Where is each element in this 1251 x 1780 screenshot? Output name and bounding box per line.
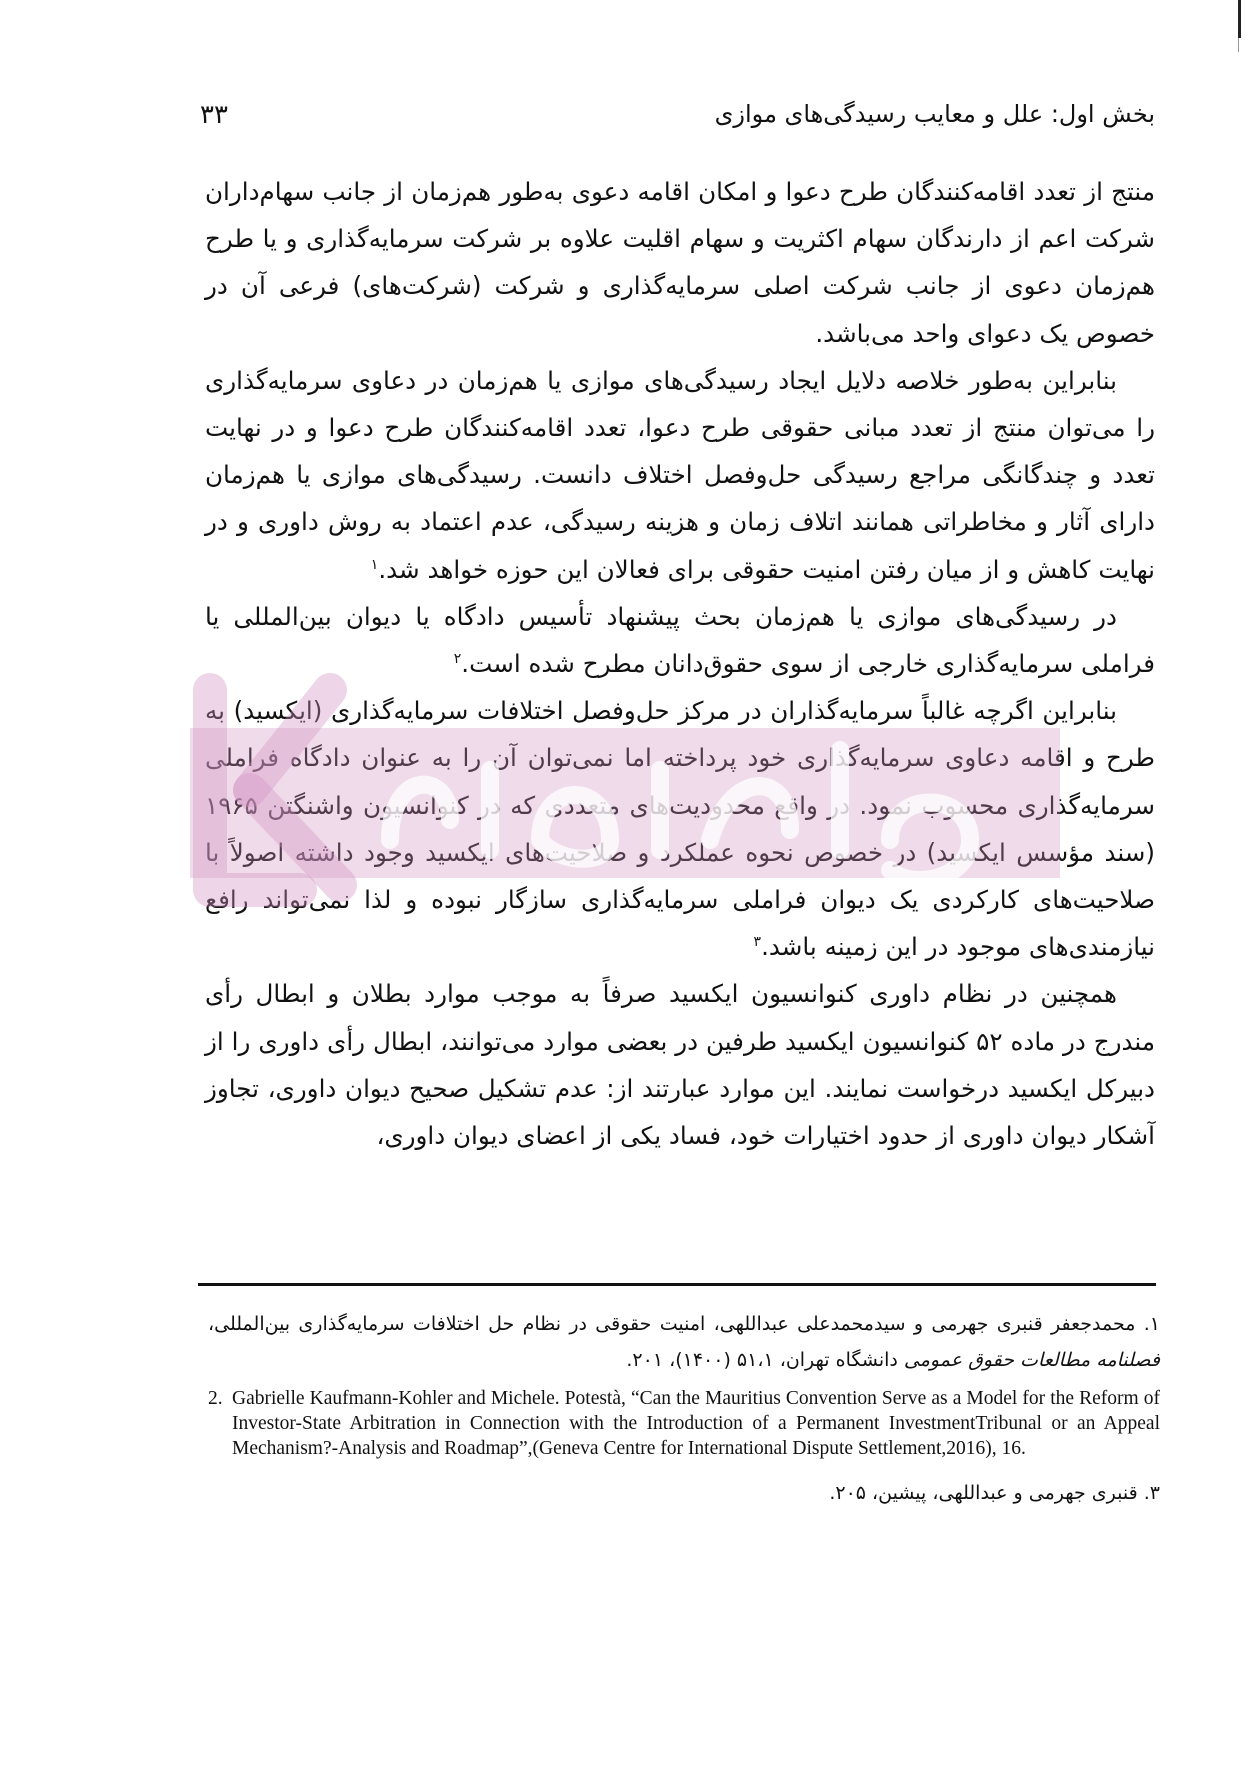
footnote-ref-2: ۲ (453, 650, 462, 667)
footnotes (208, 1306, 1160, 1519)
footnote-3: ۳. قنبری جهرمی و عبداللهی، پیشین، ۲۰۵. (829, 1482, 1160, 1504)
paragraph-1-text: منتج از تعدد اقامه‌کنندگان طرح دعوا و امکان اقامه دعوی به‌طور هم‌زمان از جانب سهام‌داران شرکت اعم از دارندگان سهام اکثریت و سهام اقلیت علاوه بر شرکت سرمایه‌گذاری و یا طرح هم‌زمان دعوی از جانب شرکت اصلی سرمایه‌گذاری و شرکت (شرکت‌های) فرعی آن در خصوص یک دعوای واحد می‌باشد. (205, 177, 1155, 348)
footnote-1 (208, 1306, 1160, 1378)
footnote-2 (208, 1386, 1160, 1461)
chapter-title: بخش اول: علل و معایب رسیدگی‌های موازی (714, 100, 1155, 128)
footnote-2-number: 2. (208, 1388, 223, 1409)
footnote-2-text: Gabrielle Kaufmann-Kohler and Michele. Potestà, “Can the Mauritius Convention Serve as a Model for the Reform of Investor-State Arbitration in Connection with the Introduction of a Permanent InvestmentTribunal or an Appeal Mechanism?-Analysis and Roadmap”,(Geneva Centre for International Dispute Settlement,2016), 16. (232, 1388, 1160, 1459)
paragraph-1 (205, 168, 1155, 357)
page-number: ۳۳ (200, 100, 228, 130)
paragraph-5 (205, 970, 1155, 1159)
main-text (205, 168, 1155, 1159)
footnote-1-part-b: دانشگاه تهران، ۵۱،۱ (۱۴۰۰)، ۲۰۱. (626, 1349, 904, 1371)
footnote-separator (198, 1283, 1156, 1286)
footnote-1-part-a: ۱. محمدجعفر قنبری جهرمی و سیدمحمدعلی عبداللهی، امنیت حقوقی در نظام حل اختلافات سرمایه‌گذاری بین‌المللی، (208, 1313, 1160, 1335)
paragraph-3 (205, 593, 1155, 687)
paragraph-3-text: در رسیدگی‌های موازی یا هم‌زمان بحث پیشنهاد تأسیس دادگاه یا دیوان بین‌المللی یا فراملی سرمایه‌گذاری خارجی از سوی حقوق‌دانان مطرح شده است. (205, 601, 1155, 679)
paragraph-2 (205, 357, 1155, 593)
paragraph-2-text: بنابراین به‌طور خلاصه دلایل ایجاد رسیدگی‌های موازی یا هم‌زمان در دعاوی سرمایه‌گذاری را می‌توان منتج از تعدد مبانی حقوقی طرح دعوا، تعدد اقامه‌کنندگان طرح دعوا و در نهایت تعدد و چندگانگی مراجع رسیدگی حل‌وفصل اختلاف دانست. رسیدگی‌های موازی یا هم‌زمان دارای آثار و مخاطراتی همانند اتلاف زمان و هزینه رسیدگی، عدم اعتماد به روش داوری و در نهایت کاهش و از میان رفتن امنیت حقوقی برای فعالان این حوزه خواهد شد. (205, 365, 1155, 584)
footnote-1-journal: فصلنامه مطالعات حقوق عمومی (903, 1349, 1160, 1371)
footnote-ref-3: ۳ (753, 934, 762, 951)
paragraph-4 (205, 687, 1155, 970)
page-edge-mark (1238, 38, 1239, 52)
footnote-ref-1: ۱ (370, 556, 379, 573)
running-header (200, 100, 1155, 140)
paragraph-5-text: همچنین در نظام داوری کنوانسیون ایکسید صرفاً به موجب موارد بطلان و ابطال رأی مندرج در ماده ۵۲ کنوانسیون ایکسید طرفین در بعضی موارد می‌توانند، ابطال رأی داوری را از دبیرکل ایکسید درخواست نمایند. این موارد عبارتند از: عدم تشکیل صحیح دیوان داوری، تجاوز آشکار دیوان داوری از حدود اختیارات خود، فساد یکی از اعضای دیوان داوری، (205, 979, 1155, 1151)
paragraph-4-text: بنابراین اگرچه غالباً سرمایه‌گذاران در مرکز حل‌وفصل اختلافات سرمایه‌گذاری (ایکسید) به طرح و اقامه دعاوی سرمایه‌گذاری خود پرداخته اما نمی‌توان آن را به عنوان دادگاه فراملی سرمایه‌گذاری محسوب نمود. در واقع محدودیت‌های متعددی که در کنوانسیون واشنگتن ۱۹۶۵ (سند مؤسس ایکسید) در خصوص نحوه عملکرد و صلاحیت‌های ایکسید وجود داشته اصولاً با صلاحیت‌های کارکردی یک دیوان فراملی سرمایه‌گذاری سازگار نبوده و لذا نمی‌تواند رافع نیازمندی‌های موجود در این زمینه باشد. (205, 696, 1155, 962)
page-edge-rule (1238, 0, 1241, 38)
